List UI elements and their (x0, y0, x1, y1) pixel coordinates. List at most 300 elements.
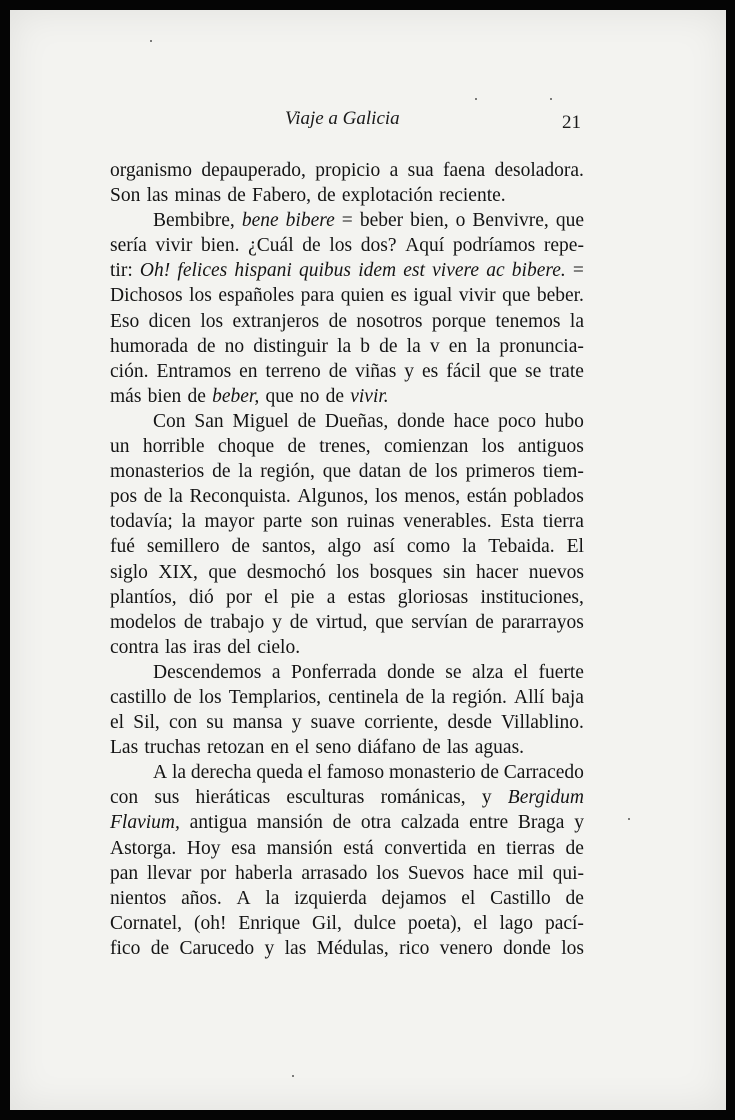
word: sería (110, 235, 147, 257)
word: porque (431, 310, 487, 332)
word: santos, (261, 536, 316, 558)
word: de (332, 812, 352, 834)
text-line (110, 560, 584, 585)
paper-speck (628, 818, 630, 820)
text-line (110, 434, 584, 459)
word: poco (498, 410, 537, 432)
word: la (462, 536, 477, 558)
word: queda (256, 762, 303, 784)
word: Fabero, (251, 185, 311, 207)
word: felices (177, 260, 228, 282)
word: nuevos (528, 561, 584, 583)
word: la (569, 310, 584, 332)
word: pací- (544, 912, 584, 934)
word: tenemos (495, 310, 561, 332)
word: iras (192, 636, 222, 658)
word: = (572, 260, 584, 282)
word: San (194, 410, 224, 432)
word: trenes, (319, 436, 371, 458)
word: que (322, 461, 351, 483)
word: tierra (542, 511, 584, 533)
word: humorada (110, 335, 188, 357)
word: de (227, 185, 246, 207)
word: cielo. (257, 636, 301, 658)
text-line (110, 785, 584, 810)
word: truchas (144, 737, 201, 759)
word: años. (181, 887, 222, 909)
text-line (110, 610, 584, 635)
word: extranjeros (232, 310, 320, 332)
word: el (513, 661, 528, 683)
word: sin (442, 561, 466, 583)
word: el (461, 887, 476, 909)
word: A (236, 887, 251, 909)
text-line (110, 710, 584, 735)
text-line (110, 585, 584, 610)
word: románicas, (380, 787, 466, 809)
word: propicio (315, 160, 381, 181)
word: de (317, 185, 336, 207)
word: de (565, 887, 584, 909)
word: viñas (355, 360, 397, 382)
word: diáfano (357, 737, 416, 759)
word: mansión (256, 812, 323, 834)
word: desmochó (246, 561, 326, 583)
word: la (337, 335, 352, 357)
word: quibus (299, 260, 352, 282)
word: Dueñas, (324, 410, 389, 432)
word: datan (358, 461, 401, 483)
word: pronuncia- (499, 335, 584, 357)
word: la (168, 486, 183, 508)
text-line (110, 810, 584, 835)
word: tiem- (542, 461, 584, 483)
word: de (289, 611, 309, 633)
word: y (481, 787, 492, 809)
word: ac (486, 260, 505, 282)
word: entre (469, 812, 509, 834)
word: XIX, (158, 561, 198, 583)
word: donde (503, 937, 551, 959)
word: trabajo (210, 611, 265, 633)
word: los (376, 862, 400, 884)
word: contra (110, 636, 159, 658)
word: aguas. (474, 737, 525, 759)
word: las (284, 937, 307, 959)
word: beber (359, 210, 404, 232)
word: de (212, 461, 231, 483)
word: y (264, 937, 275, 959)
text-line (110, 309, 584, 334)
word: de (143, 486, 163, 508)
word: dulce (353, 912, 396, 934)
word: que (375, 611, 404, 633)
word: la (181, 511, 196, 533)
word: vivir. (350, 385, 389, 407)
word: Allí (514, 686, 545, 708)
word: quien (340, 285, 385, 307)
text-line (110, 459, 584, 484)
word: depauperado, (201, 160, 306, 181)
word: vivir (458, 285, 496, 307)
word: Suevos (407, 862, 465, 884)
word: de (475, 611, 494, 633)
word: A (153, 762, 168, 784)
word: se (445, 661, 462, 683)
word: pararrayos (501, 611, 584, 633)
word: región. (452, 686, 507, 708)
word: famoso (326, 762, 385, 784)
word: los (200, 310, 224, 332)
word: en (448, 335, 468, 357)
word: por (226, 586, 253, 608)
text-line (110, 258, 584, 283)
word: su (206, 712, 224, 734)
word: castillo (110, 686, 167, 708)
word: para (300, 285, 335, 307)
word: el (264, 586, 279, 608)
page-number: 21 (562, 112, 581, 133)
word: arrasado (301, 862, 368, 884)
word: vivir (155, 235, 193, 257)
word: derecha (190, 762, 252, 784)
word: siglo (110, 561, 148, 583)
word: no (224, 335, 245, 357)
word: tierras (506, 837, 555, 859)
word: así (373, 536, 395, 558)
word: pos (110, 486, 138, 508)
text-line (110, 509, 584, 534)
word: más (110, 385, 142, 407)
word: Las (110, 737, 139, 759)
word: (oh! (193, 912, 227, 934)
word: sua (407, 160, 434, 181)
word: los (374, 486, 398, 508)
body-text (110, 158, 584, 961)
word: servían (411, 611, 468, 633)
word: Tebaida. (488, 536, 555, 558)
text-line (110, 484, 584, 509)
word: poblados (513, 486, 584, 508)
word: o (455, 210, 466, 232)
word: parte (263, 511, 303, 533)
word: semillero (146, 536, 220, 558)
word: haberla (235, 862, 293, 884)
word: son (310, 511, 339, 533)
word: seno (315, 737, 352, 759)
word: Miguel (232, 410, 289, 432)
word: las (446, 737, 469, 759)
word: la (171, 762, 187, 784)
text-line (110, 911, 584, 936)
text-line (110, 183, 584, 208)
word: desde (447, 712, 492, 734)
word: es (390, 285, 407, 307)
word: región, (260, 461, 315, 483)
word: no (299, 385, 320, 407)
word: en (477, 837, 496, 859)
word: hispani (234, 260, 292, 282)
word: nientos (110, 887, 167, 909)
text-line (110, 534, 584, 559)
word: minas (174, 185, 222, 207)
word: se (525, 360, 542, 382)
text-line (110, 208, 584, 233)
word: Astorga. (110, 837, 177, 859)
word: Dichosos (110, 285, 183, 307)
word: Bembibre, (153, 210, 235, 232)
text-line (110, 635, 584, 660)
text-line (110, 233, 584, 258)
word: mil (517, 862, 544, 884)
word: de (231, 536, 250, 558)
word: centinela (328, 686, 399, 708)
word: igual (413, 285, 453, 307)
word: de (150, 937, 170, 959)
word: de (325, 385, 344, 407)
word: Algunos, (297, 486, 369, 508)
word: la (476, 335, 491, 357)
word: españoles (218, 285, 295, 307)
word: venerables. (403, 511, 492, 533)
word: de (328, 360, 348, 382)
word: que (502, 285, 531, 307)
word: en (239, 360, 258, 382)
word: el (473, 912, 488, 934)
word: los (561, 937, 584, 959)
word: mansa (232, 712, 283, 734)
word: Braga (517, 812, 565, 834)
word: la (406, 335, 421, 357)
word: idem (358, 260, 397, 282)
word: a (271, 661, 281, 683)
word: Bergidum (507, 787, 584, 809)
word: de (565, 837, 584, 859)
word: y (404, 360, 415, 382)
word: con (110, 787, 139, 809)
word: la (238, 461, 253, 483)
page-header (10, 108, 726, 138)
word: Esta (500, 511, 534, 533)
word: fuerte (538, 661, 584, 683)
word: bibere (285, 210, 335, 232)
word: Castillo (490, 887, 551, 909)
word: baja (551, 686, 584, 708)
word: donde (397, 410, 445, 432)
word: los (189, 285, 212, 307)
word: suave (310, 712, 356, 734)
word: que (488, 360, 518, 382)
text-line (110, 409, 584, 434)
word: explotación (341, 185, 433, 207)
word: la (431, 686, 446, 708)
text-line (110, 334, 584, 359)
word: bibere. (511, 260, 566, 282)
word: de (297, 410, 317, 432)
text-line (110, 158, 584, 183)
word: Aquí (405, 235, 445, 257)
word: est (403, 260, 425, 282)
word: instituciones, (480, 586, 584, 608)
word: Entramos (156, 360, 232, 382)
word: Hoy (186, 837, 221, 859)
word: menos, (404, 486, 461, 508)
word: donde (387, 661, 435, 683)
word: convertida (384, 837, 467, 859)
word: podríamos (452, 235, 536, 257)
word: del (227, 636, 252, 658)
word: las (146, 185, 169, 207)
word: de (197, 335, 216, 357)
word: Oh! (139, 260, 171, 282)
word: faena (443, 160, 486, 181)
word: a (326, 586, 336, 608)
text-line (110, 735, 584, 760)
word: Carracedo (503, 762, 584, 784)
word: estas (347, 586, 386, 608)
word: el (110, 712, 125, 734)
word: la (265, 887, 280, 909)
word: = (341, 210, 353, 232)
word: en (270, 737, 289, 759)
word: que (555, 210, 584, 232)
word: hubo (544, 410, 584, 432)
word: fué (110, 536, 135, 558)
text-line (110, 384, 584, 409)
word: bien (147, 385, 182, 407)
word: corriente, (364, 712, 439, 734)
word: monasterios (110, 461, 205, 483)
word: el (295, 737, 310, 759)
word: Con (153, 410, 186, 432)
word: primeros (465, 461, 535, 483)
word: dejamos (381, 887, 447, 909)
word: hace (453, 410, 490, 432)
word: calzada (400, 812, 460, 834)
paper-speck (150, 40, 152, 42)
word: de (480, 762, 499, 784)
paper-speck (292, 1075, 294, 1077)
word: bien. (201, 235, 240, 257)
word: beber, (212, 385, 260, 407)
word: nosotros (356, 310, 423, 332)
word: dió (188, 586, 214, 608)
word: pan (110, 862, 139, 884)
word: Ponferrada (291, 661, 377, 683)
word: mayor (204, 511, 255, 533)
word: de (302, 235, 321, 257)
word: un (110, 436, 130, 458)
word: Cornatel, (110, 912, 183, 934)
word: con (168, 712, 198, 734)
word: trate (549, 360, 584, 382)
word: algo (327, 536, 362, 558)
word: distinguir (253, 335, 328, 357)
word: y (291, 712, 302, 734)
text-line (110, 886, 584, 911)
word: retozan (206, 737, 265, 759)
word: poeta), (407, 912, 462, 934)
word: tir: (110, 260, 133, 282)
word: Sil, (133, 712, 160, 734)
word: beber. (536, 285, 584, 307)
word: que (208, 561, 237, 583)
word: ¿Cuál (248, 235, 294, 257)
word: Benvivre, (472, 210, 549, 232)
text-line (110, 283, 584, 308)
word: los (329, 235, 353, 257)
word: Templarios, (228, 686, 322, 708)
word: dicen (148, 310, 191, 332)
word: gloriosas (397, 586, 469, 608)
text-line (110, 861, 584, 886)
word: izquierda (294, 887, 367, 909)
word: los (198, 686, 222, 708)
word: desoladora. (494, 160, 584, 181)
word: de (328, 310, 347, 332)
word: virtud, (315, 611, 368, 633)
word: es (422, 360, 439, 382)
word: a (389, 160, 399, 181)
word: los (435, 461, 458, 483)
word: pie (290, 586, 315, 608)
word: dos? (360, 235, 397, 257)
word: esculturas (286, 787, 365, 809)
text-line (110, 660, 584, 685)
word: fácil (446, 360, 481, 382)
word: Médulas, (316, 937, 389, 959)
text-line (110, 760, 584, 785)
word: como (406, 536, 451, 558)
book-page (10, 10, 726, 1110)
word: comienzan (383, 436, 469, 458)
word: monasterio (389, 762, 476, 784)
word: Villablino. (501, 712, 584, 734)
word: v (429, 335, 440, 357)
word: bene (241, 210, 279, 232)
word: plantíos, (110, 586, 177, 608)
word: de (379, 335, 398, 357)
word: El (566, 536, 584, 558)
word: ruinas (346, 511, 395, 533)
word: están (466, 486, 507, 508)
word: terreno (265, 360, 321, 382)
word: los (336, 561, 360, 583)
word: por (200, 862, 227, 884)
word: Gil, (312, 912, 342, 934)
word: esa (231, 837, 256, 859)
word: de (187, 385, 206, 407)
word: las (164, 636, 187, 658)
word: de (183, 611, 203, 633)
running-title: Viaje a Galicia (285, 108, 400, 129)
word: de (173, 686, 192, 708)
word: Reconquista. (189, 486, 291, 508)
word: otra (360, 812, 392, 834)
word: Descendemos (153, 661, 262, 683)
word: reciente. (439, 185, 506, 207)
text-line (110, 836, 584, 861)
word: Flavium, (110, 812, 180, 834)
word: antiguos (517, 436, 584, 458)
word: de (422, 737, 441, 759)
word: b (360, 335, 371, 357)
word: llevar (147, 862, 192, 884)
word: hieráticas (195, 787, 271, 809)
word: el (307, 762, 322, 784)
word: rico (399, 937, 430, 959)
word: bien, (410, 210, 449, 232)
